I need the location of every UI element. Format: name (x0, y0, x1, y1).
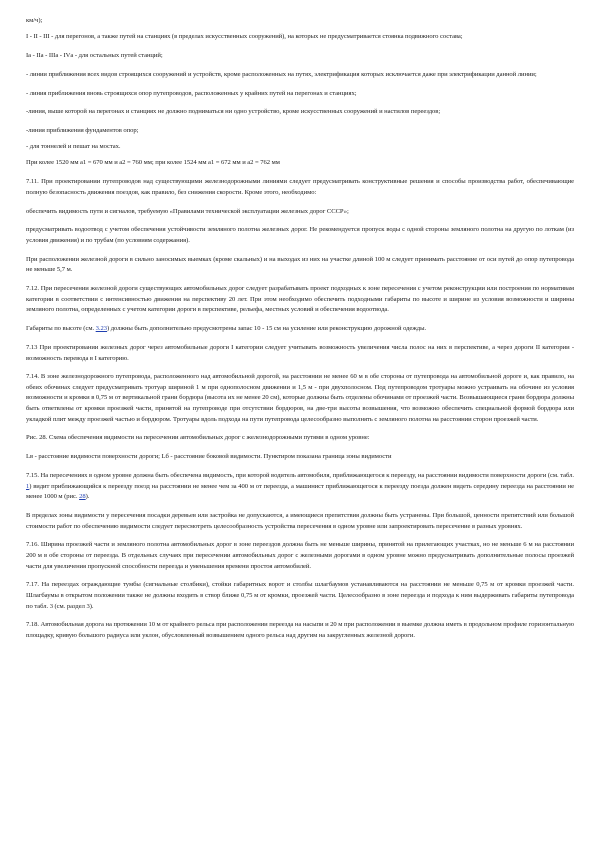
figure-legend-28: Lв - расстояние видимости поверхности дороги; Lб - расстояние боковой видимости. Пунктиром показана граница зоны видимости (26, 453, 392, 461)
text-segment: ) видит приближающийся к переезду поезд на расстоянии не менее чем за 400 м от переезда, а машинист приближающегося к переезду поезда должен видеть середину переезда на расстоянии не менее 1000 м (рис. (26, 482, 574, 501)
paragraph-line-4: -линия приближения фундаментов опор; (26, 127, 139, 135)
paragraph-visibility: обеспечить видимость пути и сигналов, требуемую «Правилами технической эксплуатации железных дорог СССР»; (26, 207, 349, 215)
text-segment: ). (85, 493, 90, 501)
text-segment: 7.15. На пересечениях в одном уровне должна быть обеспечена видимость, при которой водитель автомобиля, приближающегося к переезду, на расстоянии видимости поверхности дороги (см. табл. (26, 472, 574, 479)
paragraph-7-17: 7.17. На переездах ограждающие тумбы (сигнальные столбики), стойки габаритных ворот и столбы шлагбаумов устанавливаются на расстоянии не меньше 0,75 м от кромки проезжей части. Шлагбаумы в открытом положении также не должны входить в створ ближе 0,75 м от кромки, проезжей части. Целесообразно в зоне переезда и подхода к ним выдерживать габариты путепровода по табл. 3 (см. раздел 3). (26, 581, 574, 610)
section-link-3-23[interactable]: 3.23 (95, 325, 107, 333)
paragraph-gauge-1: I - II - III - для перегонов, а также путей на станциях (в пределах искусственных сооружений), на которых не предусматривается стоянка подвижного состава; (26, 33, 463, 41)
paragraph-line-3: -линия, выше которой на перегонах и станциях не должно подниматься ни одно устройство, кроме искусственных сооружений и настилов переездов; (26, 108, 441, 116)
paragraph-unit-tail: км/ч); (26, 17, 43, 24)
paragraph-drainage: предусматривать водоотвод с учетом обеспечения устойчивости земляного полотна железных дорог. Не рекомендуется пропуск воды с одной стороны земляного полотна на другую по лоткам (из условия движения) и по трубам (по условиям содержания). (26, 226, 574, 244)
paragraph-7-16: 7.16. Ширина проезжей части и земляного полотна автомобильных дорог в зоне переездов должна быть не меньше ширины, принятой на прилегающих участках, но не меньше 6 м на расстоянии 200 м в обе стороны от переезда. В отдельных случаях при пересечении автомобильных дорог с железными дорогами в одном уровне можно предусматривать дополнительные полосы проезжей части для увеличения пропускной способности переезда и уменьшения времени простоя автомобилей. (26, 541, 574, 570)
paragraph-line-1: - линии приближения всех видов строящихся сооружений и устройств, кроме расположенных на путях, электрификация которых исключается даже при электрификации данной линии; (26, 70, 537, 78)
paragraph-cuttings: При расположении железной дороги в сильно заносимых выемках (кроме скальных) и на выходах из них на участке длиной 100 м следует принимать расстояние от оси путей до опор путепровода не меньше 5,7 м. (26, 255, 574, 274)
paragraph-gauge-values: При колее 1520 мм а1 = 670 мм и а2 = 760 мм; при колее 1524 мм а1 = 672 мм и а2 = 762 мм (26, 159, 280, 167)
text-segment: ) должны быть дополнительно предусмотрены запас 10 - 15 см на усиление или реконструкцию дорожной одежды. (107, 325, 427, 333)
figure-caption-28: Рис. 28. Схема обеспечения видимости на пересечении автомобильных дорог с железнодорожными путями в одном уровне: (26, 434, 370, 442)
paragraph-7-12: 7.12. При пересечении железной дороги существующих автомобильных дорог следует разрабатывать проект подходных к зоне пересечения с учетом реконструкции или построения по нормативам категории в соответствии с интенсивностью движения на перспективу 20 лет. При этом необходимо обеспечить подходными габариты по высоте и ширине из условия возможности и ширины земляного полотна, определенных с учетом категории дороги в перспективе, рельефа, местных условий и обеспечения водоотвода. (26, 285, 574, 314)
figure-link-28[interactable]: 28 (79, 493, 86, 501)
paragraph-visibility-zone: В пределах зоны видимости у пересечения посадки деревьев или застройка не допускаются, а имеющиеся препятствия должны быть устранены. При большой, ценности препятствий или большой стоимости работ по обеспечению видимости следует пересмотреть целесообразность устройства пересечения в одном уровне или запроектировать пересечение в разных уровнях. (26, 511, 574, 530)
paragraph-clearance-height (26, 324, 574, 335)
paragraph-7-15 (26, 471, 574, 503)
paragraph-line-2: - линия приближения вновь строящихся опор путепроводов, расположенных у крайних путей на перегонах и станциях; (26, 89, 357, 97)
paragraph-gauge-2: Iа - IIа - IIIа - IVа - для остальных путей станций; (26, 51, 163, 59)
paragraph-line-5: - для тоннелей и пешат на мостах. (26, 143, 121, 151)
document-body (26, 16, 574, 650)
paragraph-7-11: 7.11. При проектировании путепроводов над существующими железнодорожными линиями следует предусматривать конструктивные решения и способы производства работ, обеспечивающие полную безопасность движения поездов, как правило, без снижения скорости. Кроме этого, необходимо: (26, 178, 574, 196)
paragraph-7-14: 7.14. В зоне железнодорожного путепровода, расположенного над автомобильной дорогой, на расстоянии не менее 60 м в обе стороны от путепровода на автомобильной дороге и, как правило, на обеих обочинах следует предусматривать тротуар шириной 1 м при однополосном движении и 1,5 м - при двухполосном. Под путепроводом тротуары можно устраивать на обочине из условия возможности и кромки в 0,75 м от вертикальной грани бордюра (высота их не менее 20 см), которые должны быть отделены обочинами от проезжей части. Возвышающиеся грани бордюра должны быть ответвлены от кромки проезжей части, принятой на путепроводе при отсутствии бордюров, на две-три высоты возвышения, что возможно обеспечить специальной формой бордюра или укладкой плит между проезжей частью и бордюром. Тротуары вдоль подхода на пути путепровода целесообразно выполнять с земляного полотна на расстоянии сторон проезжей части. (26, 373, 574, 423)
paragraph-7-13: 7.13 При проектировании железных дорог через автомобильные дороги I категории следует учитывать возможность увеличения числа полос на них в перспективе, а через дороги II категории - возможность перевода в I категорию. (26, 343, 574, 362)
text-segment: Габариты по высоте (см. (26, 325, 96, 333)
paragraph-7-18: 7.18. Автомобильная дорога на протяжении 10 м от крайнего рельса при расположении переезда на насыпи и 20 м при расположении в выемке должна иметь в продольном профиле горизонтальную площадку, кривую большого радиуса или уклон, обусловленный возвышением одного рельса над другим на закругленных железной дороги. (26, 621, 574, 639)
table-link-1[interactable]: 1 (26, 482, 30, 490)
